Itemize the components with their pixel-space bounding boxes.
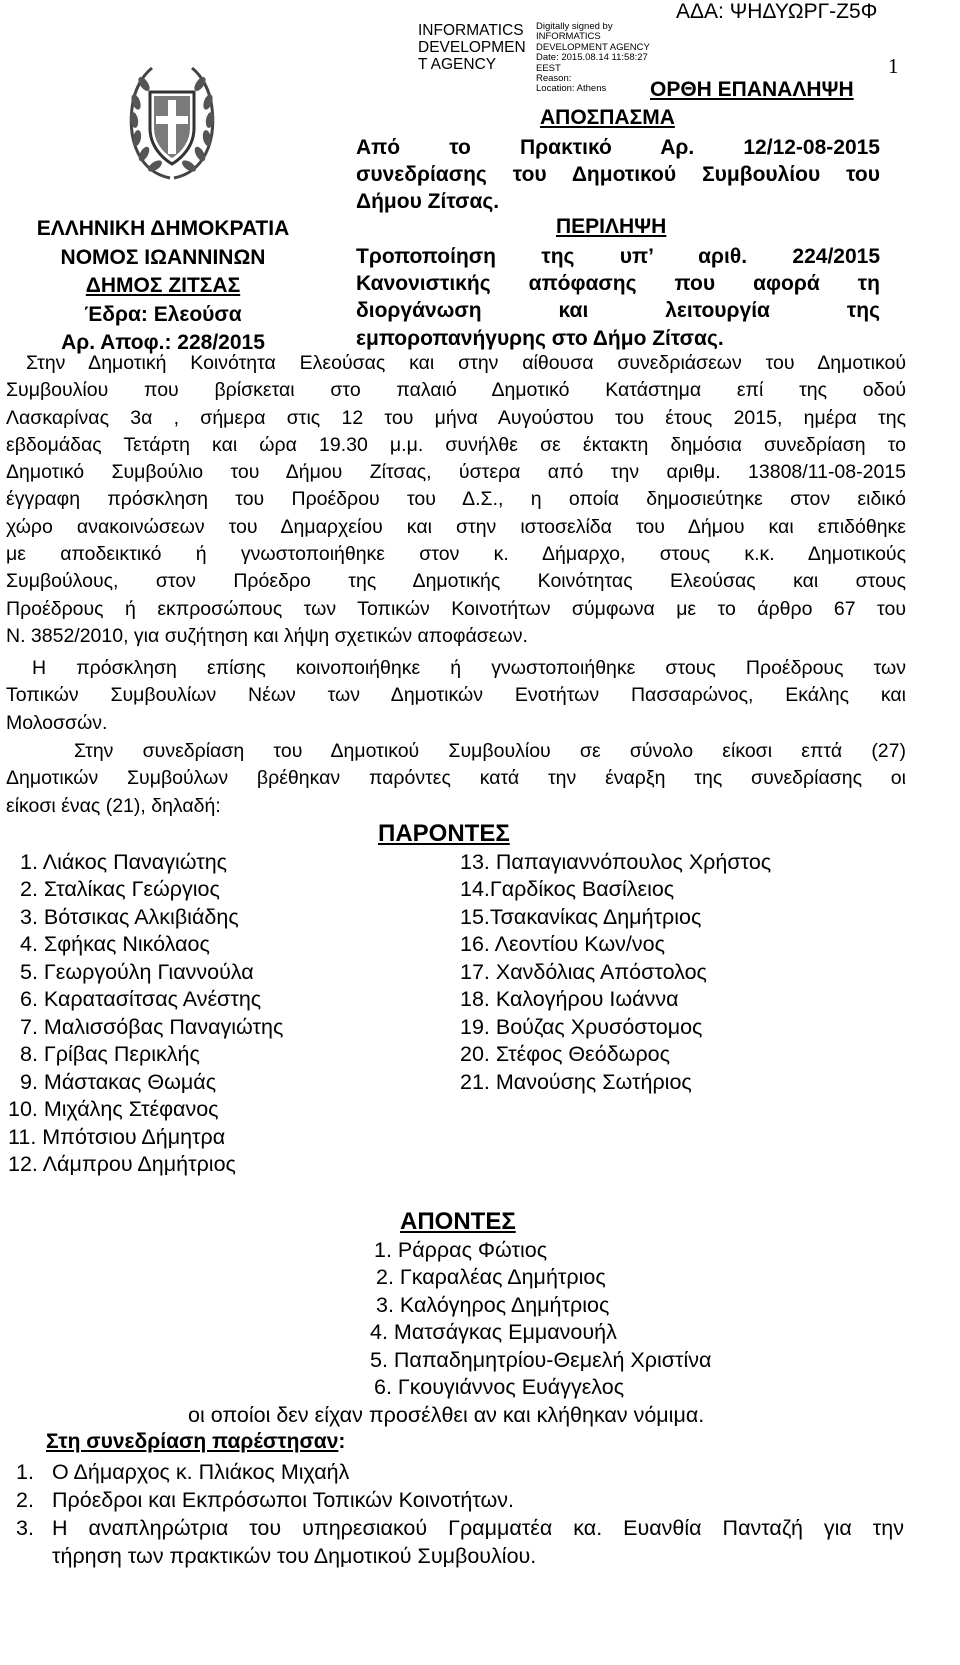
body-line: με αποδεικτικό ή γνωστοποιήθηκε στον κ. Δήμαρχο, στους κ.κ. Δημοτικούς bbox=[6, 543, 906, 566]
authority-municipality: ΔΗΜΟΣ ΖΙΤΣΑΣ bbox=[85, 274, 241, 297]
body-line: Συμβούλους, στον Πρόεδρο της Δημοτικής Κοινότητας Ελεούσας και στους bbox=[6, 570, 906, 593]
attended-item-number: 3. bbox=[16, 1516, 34, 1540]
present-member: 1. Λιάκος Παναγιώτης bbox=[20, 850, 228, 874]
attended-item bbox=[16, 1515, 904, 1570]
summary-line: Τροποποίηση της υπ’ αριθ. 224/2015 bbox=[356, 245, 880, 268]
attended-item-number: 1. bbox=[16, 1460, 34, 1484]
summary-line: εμποροπανήγυρης στο Δήμο Ζίτσας. bbox=[356, 326, 724, 350]
body-line: Στην Δημοτική Κοινότητα Ελεούσας και στην αίθουσα συνεδριάσεων του Δημοτικού bbox=[26, 352, 906, 374]
present-member: 17. Χανδόλιας Απόστολος bbox=[460, 960, 707, 984]
authority-seat: Έδρα: Ελεούσα bbox=[84, 302, 242, 326]
present-member: 13. Παπαγιαννόπουλος Χρήστος bbox=[460, 850, 772, 874]
present-member: 4. Σφήκας Νικόλαος bbox=[20, 932, 210, 956]
authority-block bbox=[16, 215, 310, 358]
body-line: Η πρόσκληση επίσης κοινοποιήθηκε ή γνωστοποιήθηκε στους Προέδρους των bbox=[32, 657, 906, 679]
body-line: Δημοτικών Συμβούλων βρέθηκαν παρόντες κατά την έναρξη της συνεδρίασης οι bbox=[6, 767, 906, 790]
correction-label: ΟΡΘΗ ΕΠΑΝΑΛΗΨΗ bbox=[650, 78, 854, 101]
present-heading: ΠΑΡΟΝΤΕΣ bbox=[378, 820, 510, 847]
signer-name bbox=[418, 22, 526, 73]
absent-member: 4. Ματσάγκας Εμμανουήλ bbox=[370, 1320, 617, 1344]
body-line: Στην συνεδρίαση του Δημοτικού Συμβουλίου σε σύνολο είκοσι επτά (27) bbox=[74, 740, 906, 762]
summary-heading: ΠΕΡΙΛΗΨΗ bbox=[556, 215, 667, 238]
signer-name-line: DEVELOPMEN bbox=[418, 39, 526, 56]
attended-item-text: Η αναπληρώτρια του υπηρεσιακού Γραμματέα κα. Ευανθία Πανταζή για την bbox=[52, 1516, 904, 1540]
body-line: Μολοσσών. bbox=[6, 711, 108, 734]
present-member: 18. Καλογήρου Ιωάννα bbox=[460, 987, 679, 1011]
ada-code: ΑΔΑ: ΨΗΔΥΩΡΓ-Ζ5Φ bbox=[676, 0, 878, 23]
present-member: 7. Μαλισσόβας Παναγιώτης bbox=[20, 1015, 284, 1039]
body-paragraph-2 bbox=[6, 655, 906, 737]
page-number: 1 bbox=[888, 54, 899, 78]
signer-name-line: INFORMATICS bbox=[418, 22, 524, 39]
summary-text bbox=[356, 243, 880, 352]
minutes-reference bbox=[356, 134, 880, 215]
signature-detail-line: INFORMATICS bbox=[536, 31, 601, 43]
signature-details bbox=[536, 22, 650, 95]
signature-detail-line: Reason: bbox=[536, 73, 572, 85]
summary-line: Κανονιστικής απόφασης που αφορά τη bbox=[356, 272, 880, 296]
attended-item-text: Ο Δήμαρχος κ. Πλιάκος Μιχαήλ bbox=[52, 1460, 350, 1484]
signature-detail-line: EEST bbox=[536, 62, 561, 74]
present-member: 11. Μπότσιου Δήμητρα bbox=[8, 1125, 226, 1149]
signature-detail-line: Date: 2015.08.14 11:58:27 bbox=[536, 52, 648, 64]
body-line: Λασκαρίνας 3α , σήμερα στις 12 του μήνα Αυγούστου του έτους 2015, ημέρα της bbox=[6, 406, 906, 429]
signature-detail-line: Digitally signed by bbox=[536, 21, 613, 32]
present-member: 19. Βούζας Χρυσόστομος bbox=[460, 1015, 703, 1039]
present-member: 14.Γαρδίκος Βασίλειος bbox=[460, 877, 675, 901]
attended-heading-text: Στη συνεδρίαση παρέστησαν bbox=[46, 1430, 339, 1453]
body-line: Ν. 3852/2010, για συζήτηση και λήψη σχετικών αποφάσεων. bbox=[6, 624, 528, 647]
body-line: έγγραφη πρόσκληση του Προέδρου του Δ.Σ., η οποία δημοσιεύτηκε στον ειδικό bbox=[6, 488, 906, 511]
authority-prefecture: ΝΟΜΟΣ ΙΩΑΝΝΙΝΩΝ bbox=[60, 245, 266, 269]
signature-detail-line: DEVELOPMENT AGENCY bbox=[536, 41, 650, 53]
greek-coat-of-arms-icon bbox=[122, 62, 222, 186]
body-line: Τοπικών Συμβουλίων Νέων των Δημοτικών Ενοτήτων Πασσαρώνος, Εκάλης και bbox=[6, 684, 906, 707]
attended-item bbox=[16, 1460, 349, 1485]
signature-detail-line: Location: Athens bbox=[536, 83, 607, 95]
body-paragraph-3 bbox=[6, 738, 906, 820]
absent-note: οι οποίοι δεν είχαν προσέλθει αν και κλήθηκαν νόμιμα. bbox=[188, 1403, 705, 1427]
signer-name-line: T AGENCY bbox=[418, 56, 497, 73]
body-line: Δημοτικό Συμβούλιο του Δήμου Ζίτσας, ύστερα από την αριθμ. 13808/11-08-2015 bbox=[6, 461, 906, 484]
present-member: 8. Γρίβας Περικλής bbox=[20, 1042, 200, 1066]
present-member: 2. Σταλίκας Γεώργιος bbox=[20, 877, 220, 901]
body-line: Προέδρους ή εκπροσώπους των Τοπικών Κοινοτήτων σύμφωνα με το άρθρο 67 του bbox=[6, 597, 906, 620]
present-member: 9. Μάστακας Θωμάς bbox=[20, 1070, 217, 1094]
absent-member: 5. Παπαδημητρίου-Θεμελή Χριστίνα bbox=[370, 1348, 712, 1372]
authority-country: ΕΛΛΗΝΙΚΗ ΔΗΜΟΚΡΑΤΙΑ bbox=[36, 217, 290, 240]
body-line: Συμβουλίου που βρίσκεται στο παλαιό Δημοτικό Κατάστημα επί της οδού bbox=[6, 379, 906, 402]
body-line: εβδομάδας Τετάρτη και ώρα 19.30 μ.μ. συνήλθε σε έκτακτη δημόσια συνεδρίαση το bbox=[6, 433, 906, 456]
attended-heading bbox=[46, 1430, 345, 1454]
summary-line: διοργάνωση και λειτουργία της bbox=[356, 299, 880, 323]
absent-member: 3. Καλόγηρος Δημήτριος bbox=[376, 1293, 610, 1317]
body-paragraph-1 bbox=[6, 350, 906, 650]
extract-heading: ΑΠΟΣΠΑΣΜΑ bbox=[540, 106, 675, 129]
minutes-reference-line: Δήμου Ζίτσας. bbox=[356, 190, 500, 213]
present-member: 3. Βότσικας Αλκιβιάδης bbox=[20, 905, 239, 929]
absent-member: 2. Γκαραλέας Δημήτριος bbox=[376, 1265, 606, 1289]
minutes-reference-line: Από το Πρακτικό Αρ. 12/12-08-2015 bbox=[356, 136, 880, 159]
attended-item-text: Πρόεδροι και Εκπρόσωποι Τοπικών Κοινοτήτων. bbox=[52, 1488, 514, 1512]
minutes-reference-line: συνεδρίασης του Δημοτικού Συμβουλίου του bbox=[356, 163, 880, 186]
present-member: 16. Λεοντίου Κων/νος bbox=[460, 932, 665, 956]
present-member: 15.Τσακανίκας Δημήτριος bbox=[460, 905, 702, 929]
present-member: 5. Γεωργούλη Γιαννούλα bbox=[20, 960, 254, 984]
absent-heading: ΑΠΟΝΤΕΣ bbox=[400, 1208, 516, 1235]
decision-number: Αρ. Αποφ.: 228/2015 bbox=[61, 331, 265, 354]
present-member: 21. Μανούσης Σωτήριος bbox=[460, 1070, 692, 1094]
body-line: χώρο ανακοινώσεων του Δημαρχείου και στην ιστοσελίδα του Δήμου και επιδόθηκε bbox=[6, 515, 906, 538]
attended-item-number: 2. bbox=[16, 1488, 34, 1512]
body-line: είκοσι ένας (21), δηλαδή: bbox=[6, 794, 221, 817]
attended-heading-colon: : bbox=[338, 1430, 346, 1453]
attended-item bbox=[16, 1488, 514, 1513]
absent-member: 6. Γκουγιάννος Ευάγγελος bbox=[374, 1375, 625, 1399]
present-member: 20. Στέφος Θεόδωρος bbox=[460, 1042, 671, 1066]
present-member: 6. Καρατασίτσας Ανέστης bbox=[20, 987, 262, 1011]
absent-member: 1. Ράρρας Φώτιος bbox=[374, 1238, 548, 1262]
attended-item-text-cont: τήρηση των πρακτικών του Δημοτικού Συμβουλίου. bbox=[52, 1543, 537, 1568]
present-member: 12. Λάμπρου Δημήτριος bbox=[8, 1152, 236, 1176]
present-member: 10. Μιχάλης Στέφανος bbox=[8, 1097, 219, 1121]
